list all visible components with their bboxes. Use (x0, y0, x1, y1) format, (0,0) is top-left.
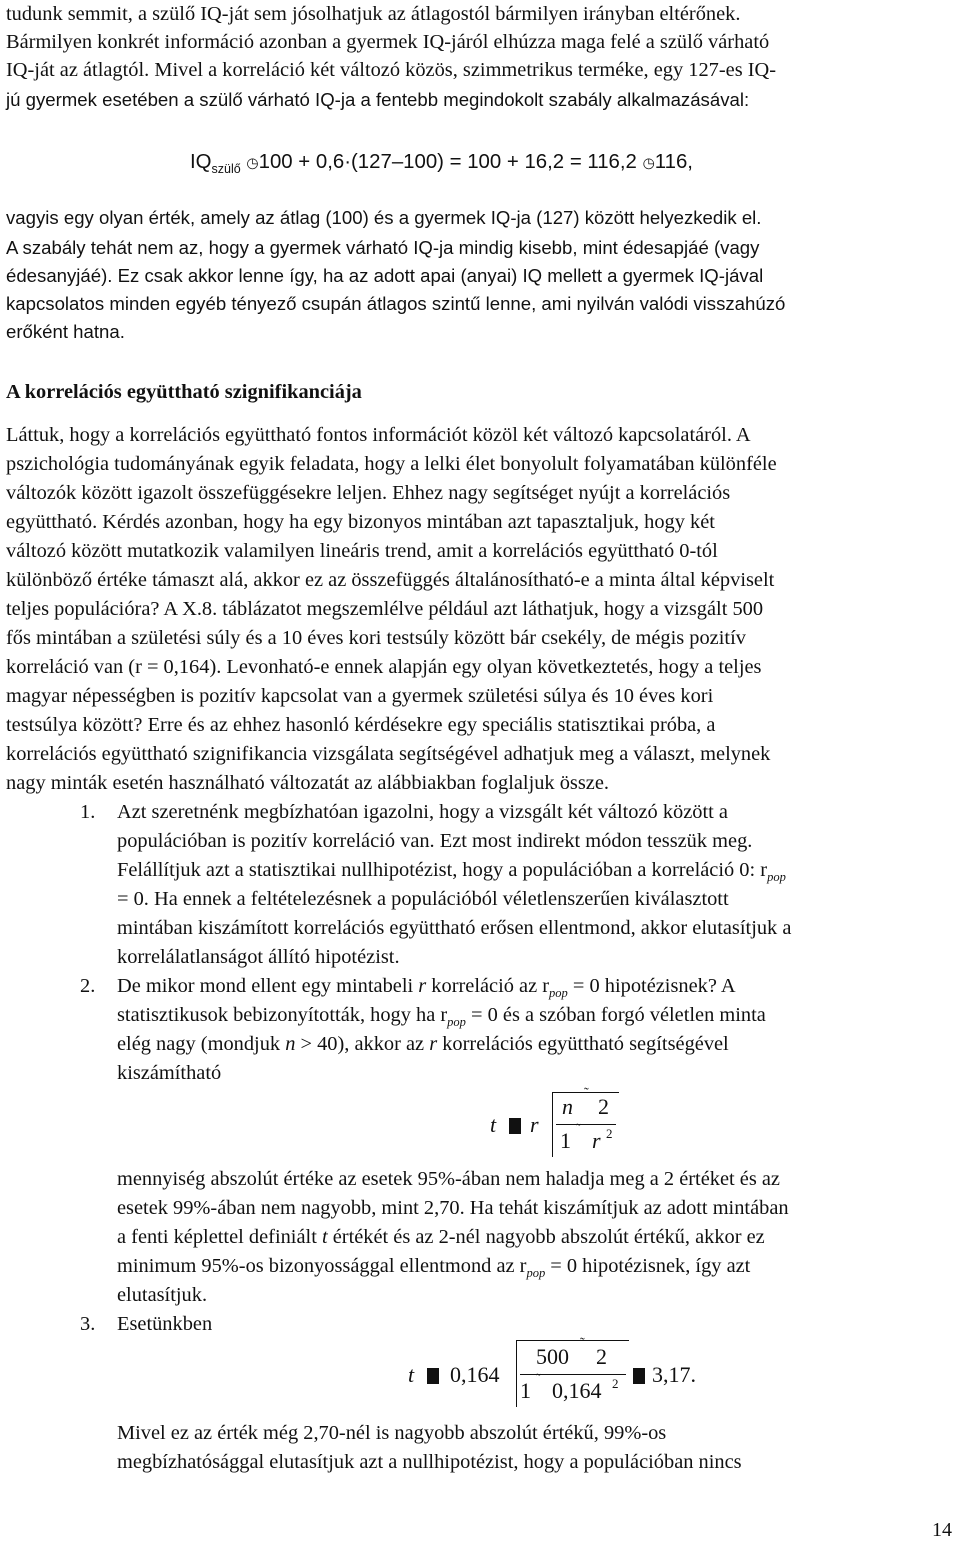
section-line-8: fős mintában a születési súly és a 10 éves kori testsúly között bár csekély, de mégis pozitív (6, 627, 746, 649)
intro-line-3: IQ-ját az átlagtól. Mivel a korreláció két változó közös, szimmetrikus terméke, egy 127-es IQ- (6, 59, 777, 81)
section-line-6: különböző értéke támaszt alá, akkor ez az összefüggés általánosítható-e a minta által képviselt (6, 569, 775, 591)
formula-den-exp: 2 (606, 1126, 613, 1141)
formula-tilde: ˜ (584, 1086, 589, 1101)
intro-line-1: tudunk semmit, a szülő IQ-ját sem jósolhatjuk az átlagostól bármilyen irányban eltérőnek. (6, 3, 741, 25)
item2-text: korrelációs együttható segítségével (437, 1033, 729, 1055)
item2-text: > 40), akkor az (295, 1033, 430, 1055)
formula3-num-2: 2 (596, 1344, 607, 1369)
item2-text: értékét és az 2-nél nagyobb abszolút értékű, akkor ez (327, 1226, 765, 1248)
fraction-bar (556, 1124, 616, 1125)
iq-equation-lhs: IQ (190, 151, 212, 173)
formula3-coef: 0,164 (450, 1362, 500, 1387)
section-line-4: együttható. Kérdés azonban, hogy ha egy bizonyos mintában azt tapasztaljuk, hogy két (6, 511, 715, 533)
r-pop-subscript: pop (526, 1266, 546, 1280)
list-number-3: 3. (80, 1313, 96, 1335)
section-line-10: magyar népességben is pozitív kapcsolat van a gyermek születési súlya és 10 éves kori (6, 685, 714, 707)
page-number: 14 (932, 1519, 952, 1541)
para-line-2: A szabály tehát nem az, hogy a gyermek várható IQ-ja mindig kisebb, mint édesapjáé (vagy (6, 237, 760, 258)
item2-var-n: n (285, 1033, 296, 1055)
formula-t: t (490, 1112, 497, 1137)
item2-var-r: r (418, 975, 427, 997)
item2-line-5: mennyiség abszolút értéke az esetek 95%-ában nem haladja meg a 2 értéket és az (117, 1168, 780, 1190)
item2-line-2 (117, 1001, 766, 1031)
section-line-11: testsúlya között? Erre és az ehhez hasonló kérdésekre egy speciális statisztikai próba, a (6, 714, 716, 736)
iq-equation (190, 148, 693, 178)
formula-r: r (530, 1112, 539, 1137)
item2-var-t: t (321, 1226, 328, 1248)
item2-var-r: r (429, 1033, 438, 1055)
r-pop-subscript: pop (767, 870, 786, 884)
list-number-1: 1. (80, 801, 96, 823)
r-pop-subscript: pop (447, 1015, 466, 1029)
formula-tilde: ˜ (576, 1122, 581, 1137)
list-number-2: 2. (80, 975, 96, 997)
section-line-5: változó között mutatkozik valamilyen lineáris trend, amit a korrelációs együttható 0-tól (6, 540, 718, 562)
item3-line-1: Esetünkben (117, 1313, 213, 1335)
item2-text: = 0 hipotézisnek? A (567, 975, 736, 997)
iq-equation-result: 116, (654, 151, 693, 173)
item1-line-5: mintában kiszámított korrelációs együttható erősen ellentmond, akkor elutasítjuk a (117, 917, 792, 939)
formula3-den-exp: 2 (612, 1376, 619, 1391)
item2-text: minimum 95%-os bizonyossággal ellentmond az r (117, 1255, 527, 1277)
formula-num-2: 2 (598, 1094, 609, 1119)
section-line-12: korrelációs együttható szignifikancia vizsgálata segítségével adhatjuk meg a választ, melynek (6, 743, 771, 765)
equals-glyph-icon (630, 1362, 648, 1388)
item2-line-1 (117, 972, 736, 1002)
item3-line-3: megbízhatósággal elutasítjuk azt a nullhipotézist, hogy a populációban nincs (117, 1451, 742, 1473)
formula3-num-500: 500 (536, 1344, 569, 1369)
section-line-7: teljes populációra? A X.8. táblázatot megszemlélve például azt láthatjuk, hogy a vizsgált 500 (6, 598, 764, 620)
equals-glyph-icon (424, 1362, 442, 1388)
section-heading: A korrelációs együttható szignifikanciája (6, 381, 362, 403)
iq-equation-lhs-sub: szülő (211, 162, 241, 176)
formula-num-n: n (562, 1094, 573, 1119)
iq-equation-rhs: 100 + 0,6·(127–100) = 100 + 16,2 = 116,2 (258, 151, 637, 173)
item2-text: = 0 hipotézisnek, így azt (545, 1255, 751, 1277)
intro-line-2: Bármilyen konkrét információ azonban a gyermek IQ-járól elhúzza maga felé a szülő várható (6, 31, 770, 53)
item2-line-4: kiszámítható (117, 1062, 222, 1084)
item2-text: a fenti képlettel definiált (117, 1226, 322, 1248)
intro-line-4: jú gyermek esetében a szülő várható IQ-ja a fentebb megindokolt szabály alkalmazásával: (6, 89, 750, 110)
item2-text: = 0 és a szóban forgó véletlen minta (465, 1004, 766, 1026)
section-line-1: Láttuk, hogy a korrelációs együttható fontos információt közöl két változó kapcsolatáról. A (6, 424, 751, 446)
formula3-t: t (408, 1362, 415, 1387)
item2-line-3 (117, 1030, 729, 1058)
item1-line-3-text: Felállítjuk azt a statisztikai nullhipotézist, hogy a populációban a korreláció 0: r (117, 859, 768, 881)
approx-symbol-icon: ◷ (642, 154, 655, 171)
item1-line-4: = 0. Ha ennek a feltételezésnek a populációból véletlenszerűen kiválasztott (117, 888, 729, 910)
item2-text: De mikor mond ellent egy mintabeli (117, 975, 419, 997)
item2-text: korreláció az r (426, 975, 550, 997)
item2-line-9: elutasítjuk. (117, 1284, 208, 1306)
para-line-1: vagyis egy olyan érték, amely az átlag (100) és a gyermek IQ-ja (127) között helyezkedik el. (6, 207, 762, 228)
para-line-3: édesanyjáé). Ez csak akkor lenne így, ha az adott apai (anyai) IQ mellett a gyermek IQ-jával (6, 265, 764, 286)
item2-text: elég nagy (mondjuk (117, 1033, 286, 1055)
formula-tilde: ˜ (580, 1336, 585, 1351)
item1-line-6: korrelálatlanságot állító hipotézist. (117, 946, 400, 968)
formula3-den-val: 0,164 (552, 1378, 602, 1403)
item1-line-3 (117, 856, 786, 886)
para-line-4: kapcsolatos minden egyéb tényező csupán átlagos szintű lenne, ami nyilván valódi visszahúzó (6, 293, 786, 314)
formula3-result: 3,17. (652, 1362, 696, 1387)
formula-den-1: 1 (560, 1128, 571, 1153)
item3-line-2: Mivel ez az érték még 2,70-nél is nagyobb abszolút értékű, 99%-os (117, 1422, 667, 1444)
formula3-den-1: 1 (520, 1378, 531, 1403)
section-line-13: nagy minták esetén használható változatát az alábbiakban foglaljuk össze. (6, 772, 609, 794)
item2-line-8 (117, 1252, 750, 1282)
para-line-5: erőként hatna. (6, 321, 125, 342)
item2-line-7 (117, 1223, 765, 1251)
approx-symbol-icon: ◷ (246, 154, 259, 171)
equals-glyph-icon (506, 1112, 524, 1138)
section-line-9: korreláció van (r = 0,164). Levonható-e ennek alapján egy olyan következtetés, hogy a teljes (6, 656, 762, 678)
item1-line-2: populációban is pozitív korreláció van. Ezt most indirekt módon tesszük meg. (117, 830, 753, 852)
formula-den-r: r (592, 1128, 601, 1153)
item2-line-6: esetek 99%-ában nem nagyobb, mint 2,70. Ha tehát kiszámítjuk az adott mintában (117, 1197, 789, 1219)
item2-text: statisztikusok bebizonyították, hogy ha r (117, 1004, 448, 1026)
formula-tilde: ˜ (536, 1372, 541, 1387)
section-line-2: pszichológia tudományának egyik feladata, hogy a lelki élet bonyolult folyamatában különféle (6, 453, 777, 475)
r-pop-subscript: pop (549, 986, 568, 1000)
item1-line-1: Azt szeretnénk megbízhatóan igazolni, hogy a vizsgált két változó között a (117, 801, 728, 823)
section-line-3: változók között igazolt összefüggésekre leljen. Ehhez nagy segítséget nyújt a korrelációs (6, 482, 731, 504)
